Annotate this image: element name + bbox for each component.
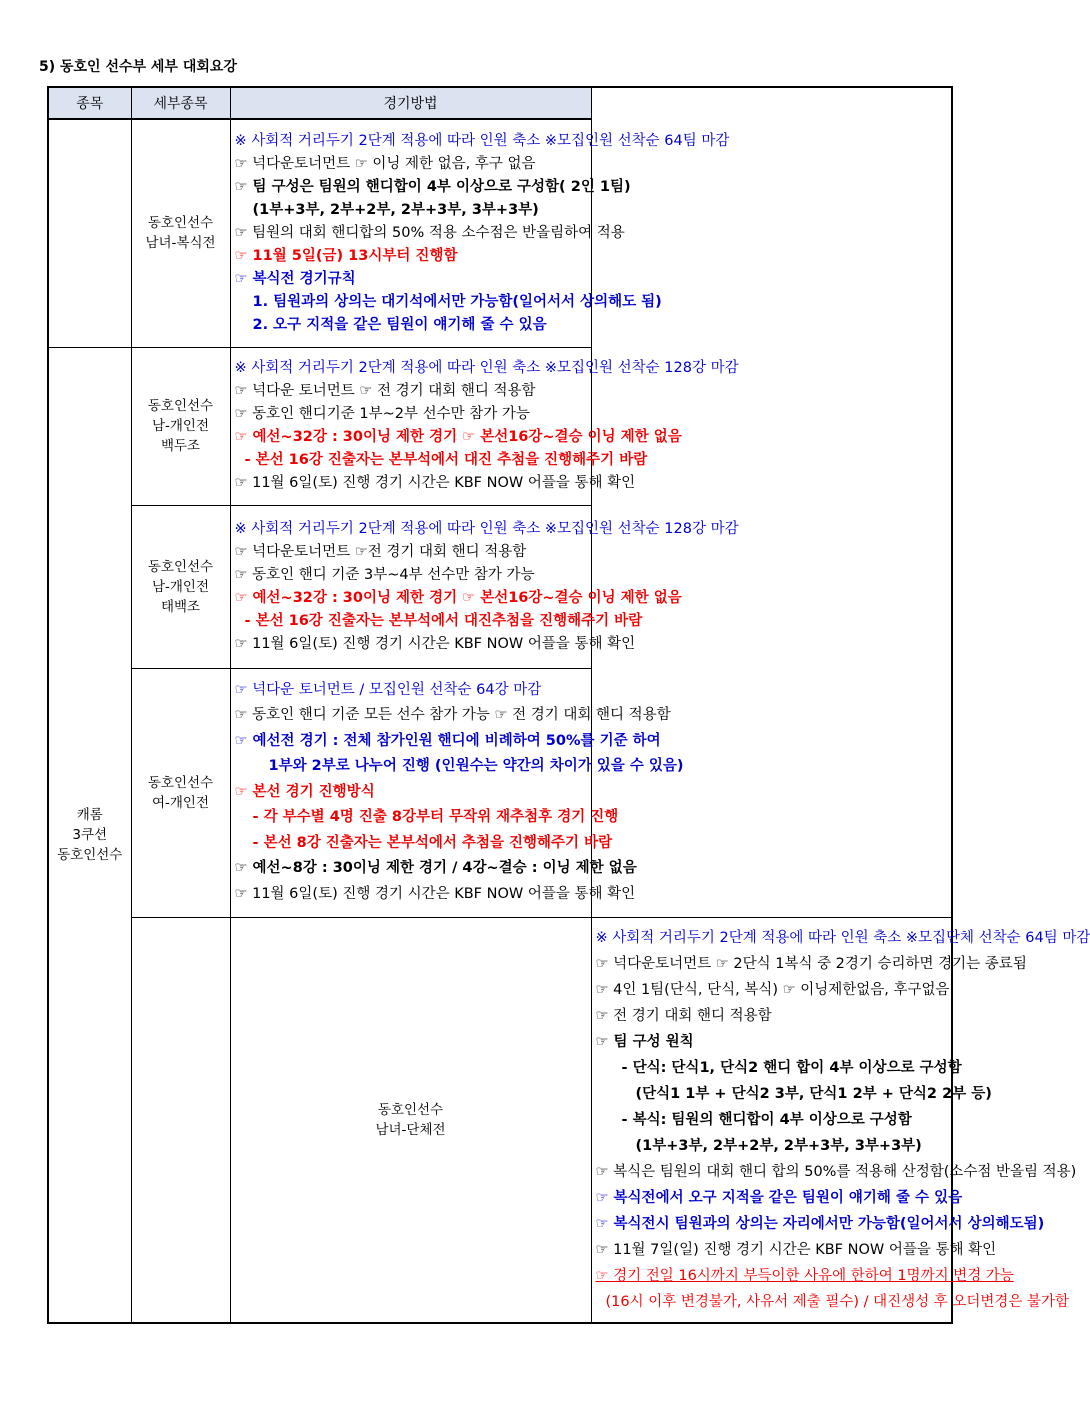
list-item: ☞ 복식전에서 오구 지적을 같은 팀원이 얘기해 줄 수 있음 xyxy=(595,1189,963,1206)
list-item: ☞ 팀 구성 원칙 xyxy=(595,1033,694,1050)
list-item: ※ 사회적 거리두기 2단계 적용에 따라 인원 축소 ※모집인원 선착순 128강 마감 xyxy=(234,520,739,537)
category-cell-empty xyxy=(131,917,230,1323)
subcategory-cell: 동호인선수 남녀-복식전 xyxy=(131,119,230,347)
section-title: 5) 동호인 선수부 세부 대회요강 xyxy=(39,59,237,75)
list-item: ☞ 넉다운토너먼트 ☞전 경기 대회 핸디 적용함 xyxy=(234,543,527,560)
list-item: 1. 팀원과의 상의는 대기석에서만 가능함(일어서서 상의해도 됨) xyxy=(252,293,662,310)
list-item: (1부+3부, 2부+2부, 2부+3부, 3부+3부) xyxy=(252,201,539,218)
subcategory-cell: 동호인선수 여-개인전 xyxy=(131,668,230,917)
category-cell-empty xyxy=(48,119,131,347)
header-method: 경기방법 xyxy=(230,87,591,119)
list-item: ☞ 11월 5일(금) 13시부터 진행함 xyxy=(234,247,458,264)
list-item: ☞ 동호인 핸디 기준 모든 선수 참가 가능 ☞ 전 경기 대회 핸디 적용함 xyxy=(234,707,671,724)
list-item: - 본선 16강 진출자는 본부석에서 대진 추첨을 진행해주기 바람 xyxy=(244,452,648,468)
list-item: (1부+3부, 2부+2부, 2부+3부, 3부+3부) xyxy=(635,1137,922,1154)
table-row xyxy=(48,668,952,917)
subcategory-cell: 동호인선수 남-개인전 태백조 xyxy=(131,505,230,668)
rules-table xyxy=(47,86,1090,1324)
list-item: - 본선 8강 진출자는 본부석에서 추첨을 진행해주기 바람 xyxy=(252,834,613,851)
subcategory-cell: 동호인선수 남-개인전 백두조 xyxy=(131,347,230,505)
list-item: ☞ 11월 6일(토) 진행 경기 시간은 KBF NOW 어플을 통해 확인 xyxy=(234,885,636,902)
list-item: - 단식: 단식1, 단식2 핸디 합이 4부 이상으로 구성함 xyxy=(621,1059,962,1076)
list-item: ☞ 예선~32강 : 30이닝 제한 경기 ☞ 본선16강~결승 이닝 제한 없음 xyxy=(234,429,682,445)
list-item: ☞ 경기 전일 16시까지 부득이한 사유에 한하여 1명까지 변경 가능 xyxy=(595,1267,1014,1284)
list-item: ☞ 예선전 경기 : 전체 참가인원 핸디에 비례하여 50%를 기준 하여 xyxy=(234,732,661,749)
header-row xyxy=(48,87,952,119)
header-subcategory: 세부종목 xyxy=(131,87,230,119)
list-item: ☞ 복식은 팀원의 대회 핸디 합의 50%를 적용해 산정함(소수점 반올림 적용) xyxy=(595,1163,1077,1180)
list-item: (단식1 1부 + 단식2 3부, 단식1 2부 + 단식2 2부 등) xyxy=(635,1085,992,1102)
method-cell xyxy=(230,119,730,347)
table-row xyxy=(48,505,952,668)
list-item: ☞ 예선~8강 : 30이닝 제한 경기 / 4강~결승 : 이닝 제한 없음 xyxy=(234,860,637,877)
list-item: (16시 이후 변경불가, 사유서 제출 필수) / 대진생성 후 오더변경은 불가함 xyxy=(605,1293,1070,1310)
method-cell xyxy=(591,917,1090,1323)
list-item: ☞ 팀원의 대회 핸디합의 50% 적용 소수점은 반올림하여 적용 xyxy=(234,224,625,241)
list-item: ☞ 넉다운 토너먼트 ☞ 전 경기 대회 핸디 적용함 xyxy=(234,383,536,399)
list-item: ※ 사회적 거리두기 2단계 적용에 따라 인원 축소 ※모집인원 선착순 128강 마감 xyxy=(234,360,739,376)
list-item: ☞ 팀 구성은 팀원의 핸디합이 4부 이상으로 구성함( 2인 1팀) xyxy=(234,178,631,195)
list-item: ☞ 예선~32강 : 30이닝 제한 경기 ☞ 본선16강~결승 이닝 제한 없음 xyxy=(234,589,682,606)
list-item: ☞ 복식전 경기규칙 xyxy=(234,270,356,287)
header-category: 종목 xyxy=(48,87,131,119)
list-item: ☞ 본선 경기 진행방식 xyxy=(234,783,375,800)
list-item: ☞ 넉다운토너먼트 ☞ 2단식 1복식 중 2경기 승리하면 경기는 종료됨 xyxy=(595,955,1027,972)
list-item: - 복식: 팀원의 핸디합이 4부 이상으로 구성함 xyxy=(621,1111,912,1128)
table-row xyxy=(48,119,952,347)
list-item: ☞ 동호인 핸디기준 1부~2부 선수만 참가 가능 xyxy=(234,406,530,422)
table-row xyxy=(48,917,952,1323)
method-cell xyxy=(230,347,739,505)
method-cell xyxy=(230,505,739,668)
list-item: 2. 오구 지적을 같은 팀원이 얘기해 줄 수 있음 xyxy=(252,316,547,333)
list-item: ☞ 전 경기 대회 핸디 적용함 xyxy=(595,1007,772,1024)
list-item: - 각 부수별 4명 진출 8강부터 무작위 재추첨후 경기 진행 xyxy=(252,809,619,826)
list-item: ☞ 동호인 핸디 기준 3부~4부 선수만 참가 가능 xyxy=(234,566,535,583)
subcategory-cell: 동호인선수 남녀-단체전 xyxy=(230,917,591,1323)
list-item: ☞ 넉다운토너먼트 ☞ 이닝 제한 없음, 후구 없음 xyxy=(234,155,536,172)
list-item: ☞ 4인 1팀(단식, 단식, 복식) ☞ 이닝제한없음, 후구없음 xyxy=(595,981,950,998)
list-item: 1부와 2부로 나누어 진행 (인원수는 약간의 차이가 있을 수 있음) xyxy=(268,758,684,775)
list-item: ☞ 11월 7일(일) 진행 경기 시간은 KBF NOW 어플을 통해 확인 xyxy=(595,1241,997,1258)
list-item: ☞ 11월 6일(토) 진행 경기 시간은 KBF NOW 어플을 통해 확인 xyxy=(234,635,636,652)
list-item: ☞ 11월 6일(토) 진행 경기 시간은 KBF NOW 어플을 통해 확인 xyxy=(234,475,636,491)
category-cell: 캐롬 3쿠션 동호인선수 xyxy=(48,347,131,1323)
list-item: ☞ 넉다운 토너먼트 / 모집인원 선착순 64강 마감 xyxy=(234,681,542,698)
list-item: ※ 사회적 거리두기 2단계 적용에 따라 인원 축소 ※모집단체 선착순 64팀 마감 xyxy=(595,929,1090,946)
method-cell xyxy=(230,668,684,917)
list-item: - 본선 16강 진출자는 본부석에서 대진추첨을 진행해주기 바람 xyxy=(244,612,643,629)
table-row xyxy=(48,347,952,505)
list-item: ☞ 복식전시 팀원과의 상의는 자리에서만 가능함(일어서서 상의해도됨) xyxy=(595,1215,1045,1232)
list-item: ※ 사회적 거리두기 2단계 적용에 따라 인원 축소 ※모집인원 선착순 64팀 마감 xyxy=(234,132,730,149)
